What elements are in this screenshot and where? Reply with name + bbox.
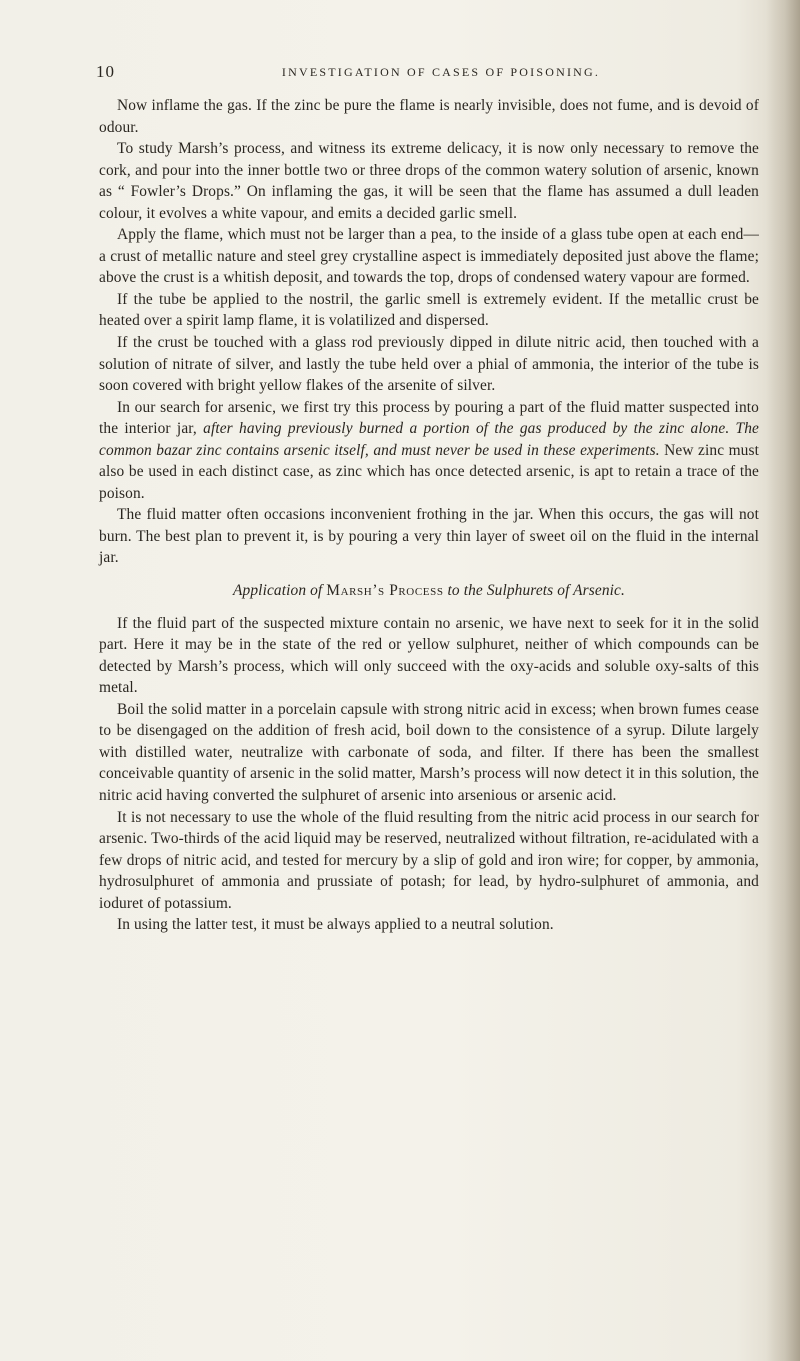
page-body bbox=[99, 95, 759, 936]
page-number: 10 bbox=[96, 62, 115, 81]
running-head: INVESTIGATION OF CASES OF POISONING. bbox=[281, 65, 601, 79]
page-header bbox=[96, 62, 756, 86]
paragraph-search-arsenic-italic: after having previously burned a portion of the gas produced by the zinc alone. The common bazar zinc contains arsenic itself, and must never be used in these experiments. bbox=[99, 420, 759, 459]
paragraph-nostril: If the tube be applied to the nostril, the garlic smell is extremely evident. If the metallic crust be heated over a spirit lamp flame, it is volatilized and dispersed. bbox=[99, 290, 759, 330]
paragraph-marsh-process: To study Marsh’s process, and witness its extreme delicacy, it is now only necessary to remove the cork, and pour into the inner bottle two or three drops of the common watery solution of arsenic, known as “ Fowler’s Drops.” On inflaming the gas, it will be seen that the flame has assumed a dull leaden colour, it evolves a white vapour, and emits a decided garlic smell. bbox=[99, 140, 759, 222]
paragraph-solid-part: If the fluid part of the suspected mixture contain no arsenic, we have next to seek for it in the solid part. Here it may be in the state of the red or yellow sulphuret, neither of which compounds can be detected by Marsh’s process, which will only succeed with the oxy-acids and soluble oxy-salts of this metal. bbox=[99, 614, 759, 697]
paragraph-inflame-gas: Now inflame the gas. If the zinc be pure the flame is nearly invisible, does not fume, and is devoid of odour. bbox=[99, 97, 759, 136]
section-heading bbox=[99, 580, 759, 602]
page-edge-shadow bbox=[766, 0, 800, 1361]
paragraph-apply-flame: Apply the flame, which must not be larger than a pea, to the inside of a glass tube open at each end—a crust of metallic nature and steel grey crystalline aspect is immediately deposited just above the flame; above the crust is a whitish deposit, and towards the top, drops of condensed watery vapour are formed. bbox=[99, 226, 759, 287]
paragraph-search-arsenic bbox=[99, 397, 759, 505]
section-heading-marsh: Marsh’s Process bbox=[326, 582, 444, 600]
section-heading-part2: to the Sulphurets of Arsenic. bbox=[443, 582, 625, 600]
paragraph-search-arsenic-start: In our search for arsenic, we first try this process by pouring a part of the fluid matter suspected into the interior jar, bbox=[99, 398, 759, 438]
paragraph-latter-test: In using the latter test, it must be always applied to a neutral solution. bbox=[117, 916, 554, 934]
paragraph-frothing: The fluid matter often occasions inconvenient frothing in the jar. When this occurs, the gas will not burn. The best plan to prevent it, is by pouring a very thin layer of sweet oil on the fluid in the internal jar. bbox=[99, 506, 759, 567]
paragraph-crust-test: If the crust be touched with a glass rod previously dipped in dilute nitric acid, then touched with a solution of nitrate of silver, and lastly the tube held over a phial of ammonia, the interior of the tube is soon covered with bright yellow flakes of the arsenite of silver. bbox=[99, 334, 759, 395]
paragraph-not-necessary: It is not necessary to use the whole of the fluid resulting from the nitric acid process in our search for arsenic. Two-thirds of the acid liquid may be reserved, neutralized without filtration, re-acidulated with a few drops of nitric acid, and tested for mercury by a slip of gold and iron wire; for copper, by ammonia, hydrosulphuret of ammonia and prussiate of potash; for lead, by hydro-sulphuret of ammonia, and ioduret of potassium. bbox=[99, 808, 759, 912]
paragraph-boil-solid: Boil the solid matter in a porcelain capsule with strong nitric acid in excess; when brown fumes cease to be disengaged on the addition of fresh acid, boil down to the consistence of a syrup. Dilute largely with distilled water, neutralize with carbonate of soda, and filter. If there has been the smallest conceivable quantity of arsenic in the solid matter, Marsh’s process will now detect it in this solution, the nitric acid having converted the sulphuret of arsenic into arsenious or arsenic acid. bbox=[99, 700, 760, 804]
paragraph-search-arsenic-end: New zinc must also be used in each distinct case, as zinc which has once detected arsenic, is apt to retain a trace of the poison. bbox=[99, 441, 760, 502]
section-heading-part1: Application of bbox=[233, 582, 327, 600]
